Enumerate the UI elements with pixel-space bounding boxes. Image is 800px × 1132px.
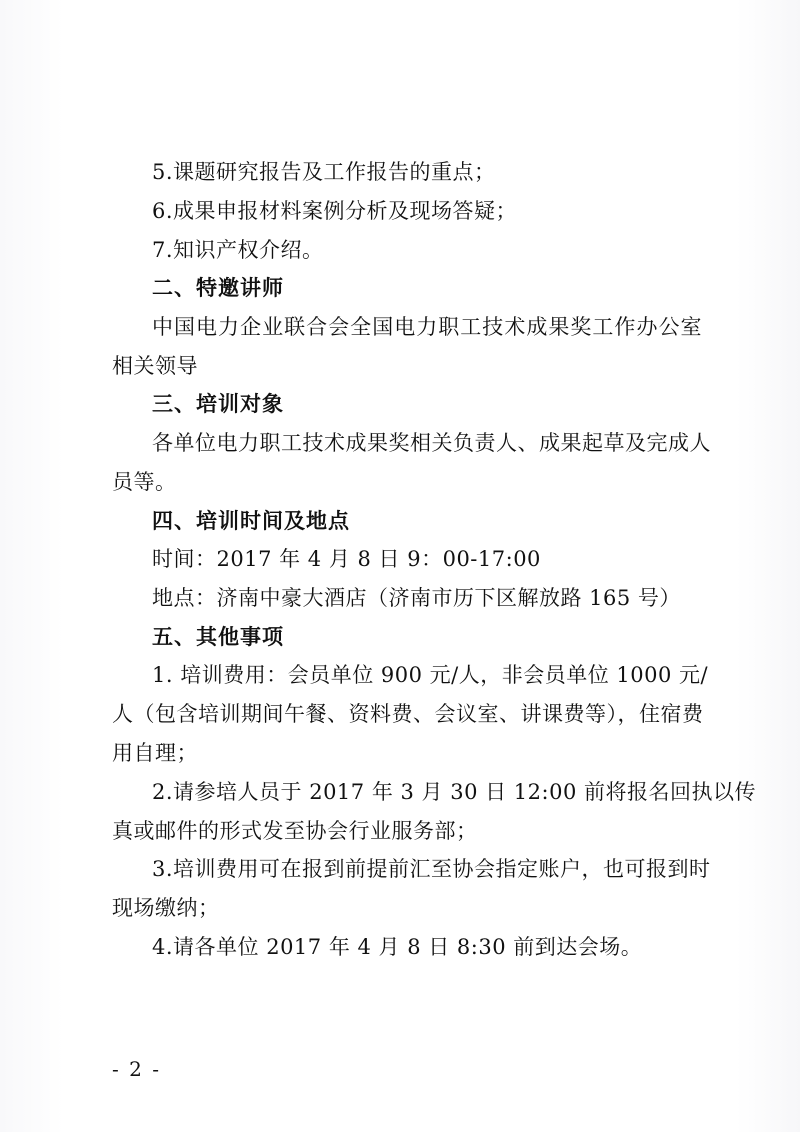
other-item-4: 4.请各单位 2017 年 4 月 8 日 8:30 前到达会场。 bbox=[152, 935, 643, 959]
other-item-1-line-2: 人（包含培训期间午餐、资料费、会议室、讲课费等），住宿费 bbox=[112, 702, 704, 726]
paragraph-instructor-line-1: 中国电力企业联合会全国电力职工技术成果奖工作办公室 bbox=[152, 315, 702, 339]
page-number: - 2 - bbox=[112, 1057, 161, 1081]
other-item-2-line-1: 2.请参培人员于 2017 年 3 月 30 日 12:00 前将报名回执以传 bbox=[152, 780, 756, 804]
other-item-2-line-2: 真或邮件的形式发至协会行业服务部； bbox=[112, 819, 478, 843]
section-heading-participants: 三、培训对象 bbox=[152, 392, 284, 416]
training-place: 地点：济南中豪大酒店（济南市历下区解放路 165 号） bbox=[152, 586, 681, 610]
training-time: 时间：2017 年 4 月 8 日 9：00-17:00 bbox=[152, 547, 541, 571]
section-heading-time-place: 四、培训时间及地点 bbox=[152, 509, 350, 533]
paragraph-instructor-line-2: 相关领导 bbox=[112, 354, 198, 378]
paragraph-participants-line-1: 各单位电力职工技术成果奖相关负责人、成果起草及完成人 bbox=[152, 431, 711, 455]
section-heading-instructor: 二、特邀讲师 bbox=[152, 276, 284, 300]
other-item-1-line-3: 用自理； bbox=[112, 741, 198, 765]
other-item-3-line-2: 现场缴纳； bbox=[112, 896, 220, 920]
list-item-5: 5.课题研究报告及工作报告的重点； bbox=[152, 160, 496, 184]
other-item-1-line-1: 1. 培训费用：会员单位 900 元/人，非会员单位 1000 元/ bbox=[152, 663, 709, 687]
paragraph-participants-line-2: 员等。 bbox=[112, 470, 177, 494]
other-item-3-line-1: 3.培训费用可在报到前提前汇至协会指定账户，也可报到时 bbox=[152, 857, 711, 881]
section-heading-other-matters: 五、其他事项 bbox=[152, 625, 284, 649]
list-item-7: 7.知识产权介绍。 bbox=[152, 238, 324, 262]
list-item-6: 6.成果申报材料案例分析及现场答疑； bbox=[152, 199, 518, 223]
